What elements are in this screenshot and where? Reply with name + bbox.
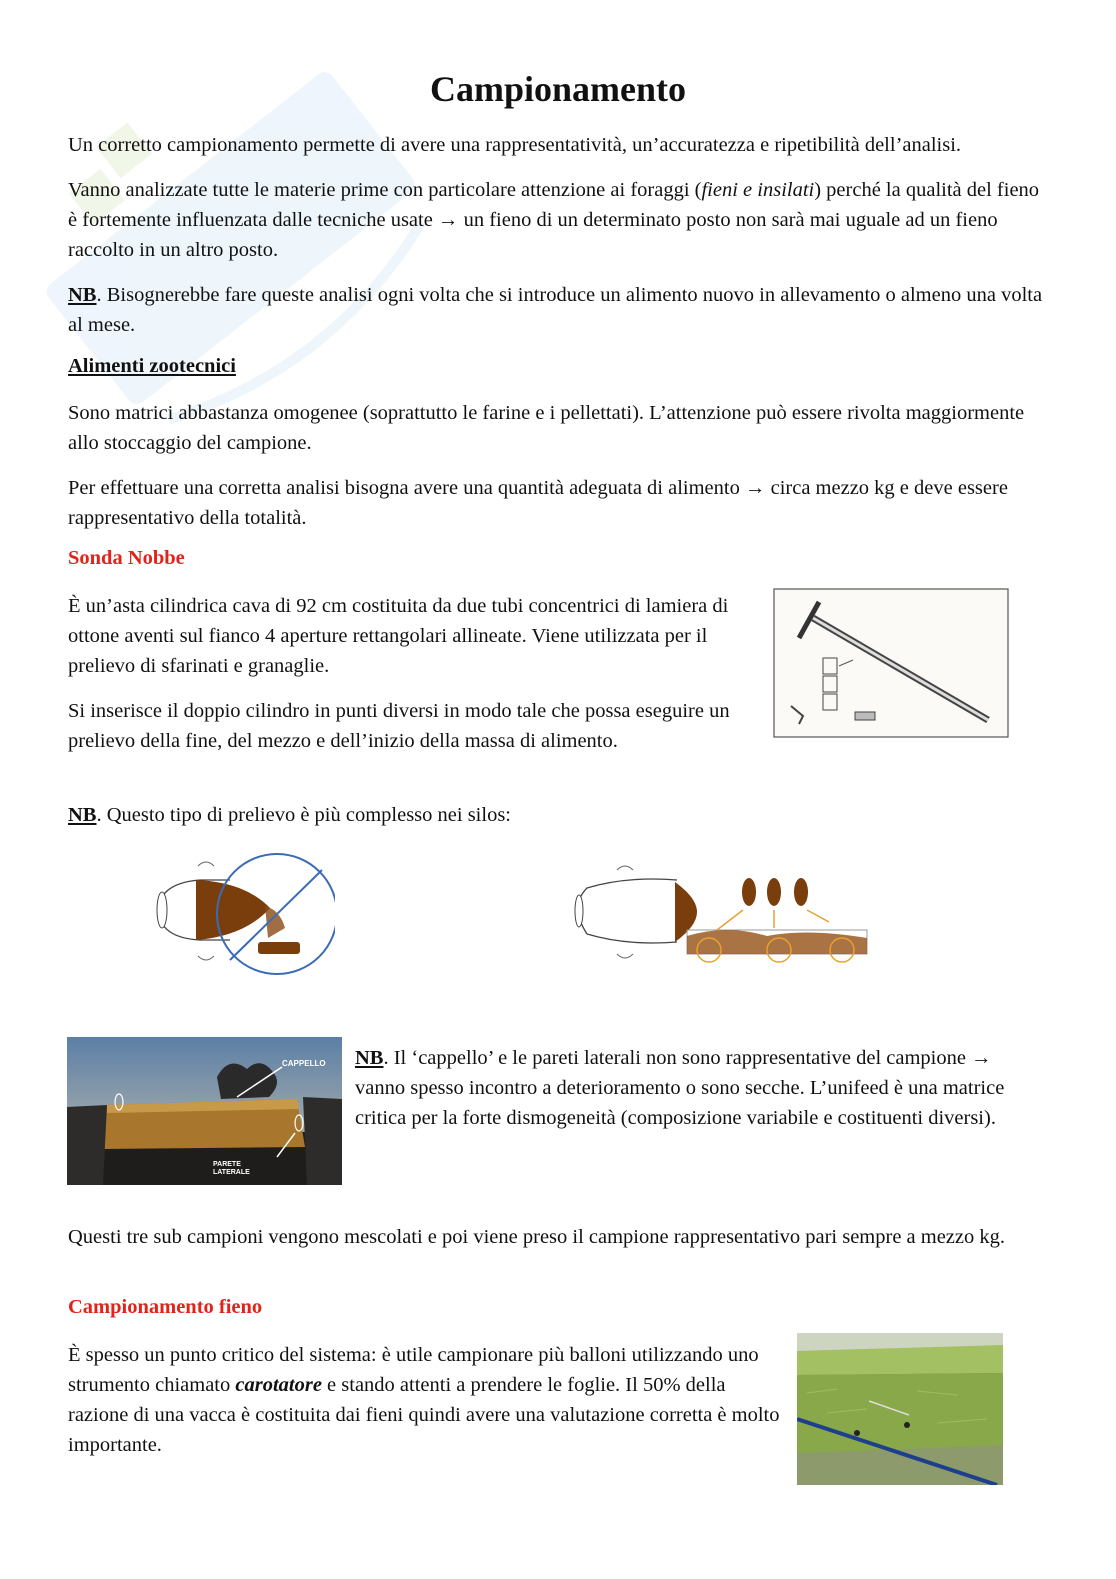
sonda-procedure: Si inserisce il doppio cilindro in punti diversi in modo tale che possa eseguire un prelievo della fine, del mezzo e dell’inizio della massa di alimento. (68, 700, 730, 752)
sonda-nobbe-illustration (773, 588, 1009, 738)
silage-stack-photo (67, 1037, 342, 1185)
intro-paragraph: Un corretto campionamento permette di avere una rappresentatività, un’accuratezza e ripetibilità dell’analisi. (68, 134, 962, 156)
alimenti-paragraph: Sono matrici abbastanza omogenee (soprattutto le farine e i pellettati). L’attenzione può essere rivolta maggiormente allo stoccaggio del campione. (68, 402, 1025, 454)
parete-label-2: LATERALE (213, 1169, 250, 1176)
cappello-label: CAPPELLO (282, 1059, 326, 1068)
section-heading-alimenti: Alimenti zootecnici (68, 355, 236, 377)
silo-wrong-sampling-diagram (150, 848, 335, 983)
section-heading-fieno: Campionamento fieno (68, 1296, 263, 1318)
nb-note-2: NB. Questo tipo di prelievo è più complesso nei silos: (68, 804, 511, 826)
nb-note-3: NB. Il ‘cappello’ e le pareti laterali non sono rappresentative del campione → vanno spesso incontro a deterioramento o sono secche. L’unifeed è una matrice critica per la forte dismogeneità (composizione variabile e costituenti diversi). (355, 1047, 1005, 1129)
page-title: Campionamento (429, 69, 686, 109)
hay-bale-photo (797, 1333, 1003, 1485)
sub-campioni-paragraph: Questi tre sub campioni vengono mescolati e poi viene preso il campione rappresentativo pari sempre a mezzo kg. (68, 1226, 1006, 1248)
foraggi-paragraph: Vanno analizzate tutte le materie prime con particolare attenzione ai foraggi (fieni e insilati) perché la qualità del fieno è fortemente influenzata dalle tecniche usate → un fieno di un determinato posto non sarà mai uguale ad un fieno raccolto in un altro posto. (68, 179, 1040, 261)
sonda-description: È un’asta cilindrica cava di 92 cm costituita da due tubi concentrici di lamiera di ottone aventi sul fianco 4 aperture rettangolari allineate. Viene utilizzata per il prelievo di sfarinati e granaglie. (68, 595, 729, 677)
nb-note-1: NB. Bisognerebbe fare queste analisi ogni volta che si introduce un alimento nuovo in allevamento o almeno una volta al mese. (68, 284, 1043, 336)
fieno-paragraph: È spesso un punto critico del sistema: è utile campionare più balloni utilizzando uno strumento chiamato carotatore e stando attenti a prendere le foglie. Il 50% della razione di una vacca è costituita dai fieni quindi avere una valutazione corretta è molto importante. (68, 1344, 780, 1456)
quantita-paragraph: Per effettuare una corretta analisi bisogna avere una quantità adeguata di alimento → circa mezzo kg e deve essere rappresentativo della totalità. (68, 477, 1008, 529)
parete-label-1: PARETE (213, 1161, 241, 1168)
section-heading-sonda: Sonda Nobbe (68, 547, 185, 569)
silo-correct-sampling-diagram (567, 858, 872, 966)
